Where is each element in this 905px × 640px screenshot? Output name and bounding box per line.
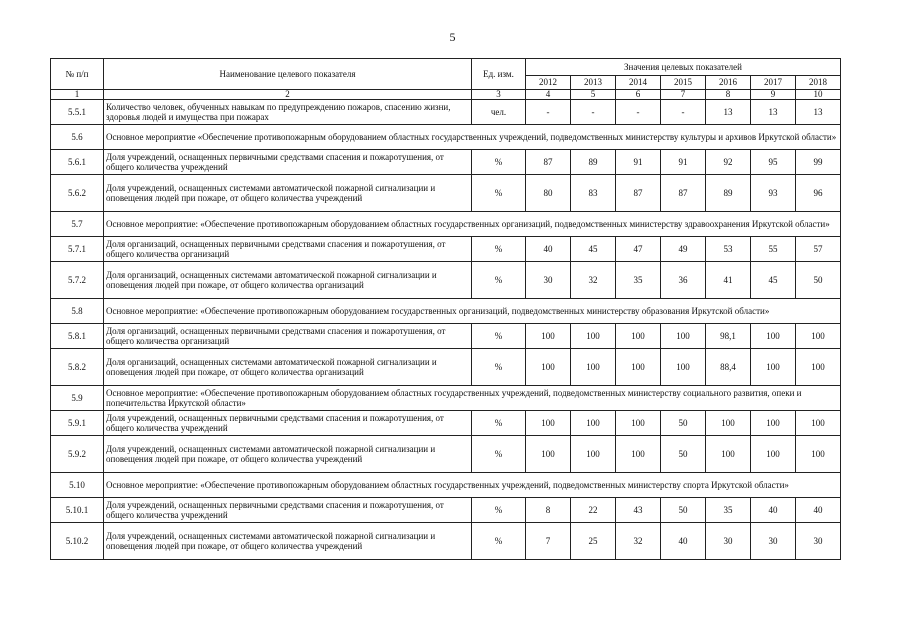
table-row <box>51 100 841 125</box>
value-cell: 13 <box>751 100 796 125</box>
value-cell: 100 <box>751 436 796 473</box>
value-cell: 100 <box>571 324 616 349</box>
unit-cell: чел. <box>472 100 526 125</box>
row-number: 5.7.1 <box>51 237 104 262</box>
value-cell: 88,4 <box>706 349 751 386</box>
row-number: 5.9.1 <box>51 411 104 436</box>
value-cell: 100 <box>751 411 796 436</box>
row-number: 5.6.2 <box>51 175 104 212</box>
value-cell: 100 <box>571 411 616 436</box>
header-year: 2016 <box>706 75 751 89</box>
target-indicators-table <box>50 58 841 560</box>
value-cell: 40 <box>751 498 796 523</box>
value-cell: 100 <box>616 411 661 436</box>
section-title: Основное мероприятие «Обеспечение противопожарным оборудованием областных государственных учреждений, подведомственных министерству культуры и архивов Иркутской области» <box>104 125 841 150</box>
row-number: 5.10 <box>51 473 104 498</box>
value-cell: 22 <box>571 498 616 523</box>
table-row <box>51 498 841 523</box>
value-cell: 30 <box>706 523 751 560</box>
header-year: 2012 <box>526 75 571 89</box>
value-cell: 13 <box>796 100 841 125</box>
index-cell: 8 <box>706 90 751 100</box>
unit-cell: % <box>472 237 526 262</box>
row-number: 5.5.1 <box>51 100 104 125</box>
table-row <box>51 349 841 386</box>
value-cell: 100 <box>661 324 706 349</box>
value-cell: 99 <box>796 150 841 175</box>
value-cell: 47 <box>616 237 661 262</box>
row-number: 5.7.2 <box>51 262 104 299</box>
header-year: 2017 <box>751 75 796 89</box>
indicator-name: Доля учреждений, оснащенных первичными средствами спасения и пожаротушения, от общего количества учреждений <box>104 150 472 175</box>
value-cell: 7 <box>526 523 571 560</box>
value-cell: 87 <box>661 175 706 212</box>
row-number: 5.9 <box>51 386 104 411</box>
index-cell: 1 <box>51 90 104 100</box>
value-cell: 40 <box>796 498 841 523</box>
index-cell: 10 <box>796 90 841 100</box>
value-cell: 100 <box>616 349 661 386</box>
value-cell: 100 <box>526 436 571 473</box>
value-cell: 35 <box>706 498 751 523</box>
section-row <box>51 299 841 324</box>
section-title: Основное мероприятие: «Обеспечение противопожарным оборудованием областных государственных учреждений, подведомственных министерству спорта Иркутской области» <box>104 473 841 498</box>
table-row <box>51 237 841 262</box>
indicator-name: Доля учреждений, оснащенных системами автоматической пожарной сигнализации и оповещения людей при пожаре, от общего количества учреждений <box>104 523 472 560</box>
value-cell: - <box>571 100 616 125</box>
indicator-name: Доля учреждений, оснащенных системами автоматической пожарной сигнализации и оповещения людей при пожаре, от общего количества учреждений <box>104 436 472 473</box>
value-cell: 57 <box>796 237 841 262</box>
header-year: 2014 <box>616 75 661 89</box>
unit-cell: % <box>472 262 526 299</box>
section-row <box>51 125 841 150</box>
value-cell: 100 <box>706 411 751 436</box>
value-cell: 87 <box>526 150 571 175</box>
value-cell: 100 <box>661 349 706 386</box>
value-cell: 30 <box>751 523 796 560</box>
index-cell: 5 <box>571 90 616 100</box>
value-cell: 91 <box>661 150 706 175</box>
value-cell: 30 <box>526 262 571 299</box>
value-cell: 96 <box>796 175 841 212</box>
value-cell: 53 <box>706 237 751 262</box>
value-cell: 30 <box>796 523 841 560</box>
section-row <box>51 473 841 498</box>
value-cell: 93 <box>751 175 796 212</box>
value-cell: 32 <box>571 262 616 299</box>
row-number: 5.8.2 <box>51 349 104 386</box>
section-row <box>51 212 841 237</box>
table-row <box>51 175 841 212</box>
value-cell: 45 <box>751 262 796 299</box>
header-unit: Ед. изм. <box>472 59 526 90</box>
value-cell: 43 <box>616 498 661 523</box>
value-cell: 8 <box>526 498 571 523</box>
indicator-name: Доля организаций, оснащенных системами автоматической пожарной сигнализации и оповещения людей при пожаре, от общего количества организаций <box>104 349 472 386</box>
header-name: Наименование целевого показателя <box>104 59 472 90</box>
row-number: 5.7 <box>51 212 104 237</box>
row-number: 5.10.1 <box>51 498 104 523</box>
row-number: 5.6.1 <box>51 150 104 175</box>
table-row <box>51 150 841 175</box>
section-title: Основное мероприятие: «Обеспечение противопожарным оборудованием государственных организаций, подведомственных министерству образования Иркутской области» <box>104 299 841 324</box>
header-year: 2015 <box>661 75 706 89</box>
value-cell: 25 <box>571 523 616 560</box>
row-number: 5.9.2 <box>51 436 104 473</box>
section-title: Основное мероприятие: «Обеспечение противопожарным оборудованием областных государственных учреждений, подведомственных министерству социального развития, опеки и попечительства Иркутской области» <box>104 386 841 411</box>
value-cell: 35 <box>616 262 661 299</box>
table-row <box>51 324 841 349</box>
value-cell: 100 <box>751 349 796 386</box>
value-cell: 87 <box>616 175 661 212</box>
value-cell: 13 <box>706 100 751 125</box>
value-cell: 100 <box>616 324 661 349</box>
table-row <box>51 411 841 436</box>
value-cell: 91 <box>616 150 661 175</box>
index-cell: 6 <box>616 90 661 100</box>
value-cell: 50 <box>661 498 706 523</box>
value-cell: 100 <box>616 436 661 473</box>
value-cell: 100 <box>706 436 751 473</box>
indicator-name: Доля организаций, оснащенных первичными средствами спасения и пожаротушения, от общего количества организаций <box>104 237 472 262</box>
unit-cell: % <box>472 150 526 175</box>
index-cell: 3 <box>472 90 526 100</box>
header-num: № п/п <box>51 59 104 90</box>
table-row <box>51 262 841 299</box>
table-row <box>51 523 841 560</box>
value-cell: 36 <box>661 262 706 299</box>
unit-cell: % <box>472 498 526 523</box>
value-cell: 89 <box>706 175 751 212</box>
indicator-name: Доля организаций, оснащенных первичными средствами спасения и пожаротушения, от общего количества организаций <box>104 324 472 349</box>
row-number: 5.8 <box>51 299 104 324</box>
indicator-name: Доля учреждений, оснащенных системами автоматической пожарной сигнализации и оповещения людей при пожаре, от общего количества учреждений <box>104 175 472 212</box>
value-cell: 100 <box>796 324 841 349</box>
value-cell: 40 <box>661 523 706 560</box>
value-cell: 32 <box>616 523 661 560</box>
value-cell: - <box>616 100 661 125</box>
row-number: 5.6 <box>51 125 104 150</box>
unit-cell: % <box>472 523 526 560</box>
index-cell: 2 <box>104 90 472 100</box>
value-cell: 50 <box>661 411 706 436</box>
value-cell: - <box>526 100 571 125</box>
value-cell: 49 <box>661 237 706 262</box>
unit-cell: % <box>472 411 526 436</box>
header-year: 2018 <box>796 75 841 89</box>
value-cell: 100 <box>796 349 841 386</box>
value-cell: 41 <box>706 262 751 299</box>
header-year: 2013 <box>571 75 616 89</box>
indicator-name: Доля учреждений, оснащенных первичными средствами спасения и пожаротушения, от общего количества учреждений <box>104 411 472 436</box>
value-cell: - <box>661 100 706 125</box>
value-cell: 40 <box>526 237 571 262</box>
value-cell: 95 <box>751 150 796 175</box>
value-cell: 100 <box>526 324 571 349</box>
unit-cell: % <box>472 436 526 473</box>
value-cell: 83 <box>571 175 616 212</box>
page-number: 5 <box>449 30 456 44</box>
index-cell: 4 <box>526 90 571 100</box>
value-cell: 100 <box>751 324 796 349</box>
value-cell: 92 <box>706 150 751 175</box>
value-cell: 89 <box>571 150 616 175</box>
index-cell: 7 <box>661 90 706 100</box>
value-cell: 100 <box>526 411 571 436</box>
value-cell: 100 <box>796 436 841 473</box>
indicator-name: Количество человек, обученных навыкам по предупреждению пожаров, спасению жизни, здоровья людей и имущества при пожарах <box>104 100 472 125</box>
section-row <box>51 386 841 411</box>
value-cell: 100 <box>571 349 616 386</box>
table-row <box>51 436 841 473</box>
unit-cell: % <box>472 349 526 386</box>
value-cell: 50 <box>661 436 706 473</box>
unit-cell: % <box>472 324 526 349</box>
value-cell: 100 <box>571 436 616 473</box>
row-number: 5.8.1 <box>51 324 104 349</box>
value-cell: 98,1 <box>706 324 751 349</box>
value-cell: 55 <box>751 237 796 262</box>
section-title: Основное мероприятие: «Обеспечение противопожарным оборудованием областных государственных организаций, подведомственных министерству здравоохранения Иркутской области» <box>104 212 841 237</box>
header-values: Значения целевых показателей <box>526 59 841 76</box>
value-cell: 45 <box>571 237 616 262</box>
index-cell: 9 <box>751 90 796 100</box>
indicator-name: Доля организаций, оснащенных системами автоматической пожарной сигнализации и оповещения людей при пожаре, от общего количества организаций <box>104 262 472 299</box>
value-cell: 100 <box>526 349 571 386</box>
indicator-name: Доля учреждений, оснащенных первичными средствами спасения и пожаротушения, от общего количества учреждений <box>104 498 472 523</box>
value-cell: 50 <box>796 262 841 299</box>
unit-cell: % <box>472 175 526 212</box>
value-cell: 100 <box>796 411 841 436</box>
value-cell: 80 <box>526 175 571 212</box>
row-number: 5.10.2 <box>51 523 104 560</box>
